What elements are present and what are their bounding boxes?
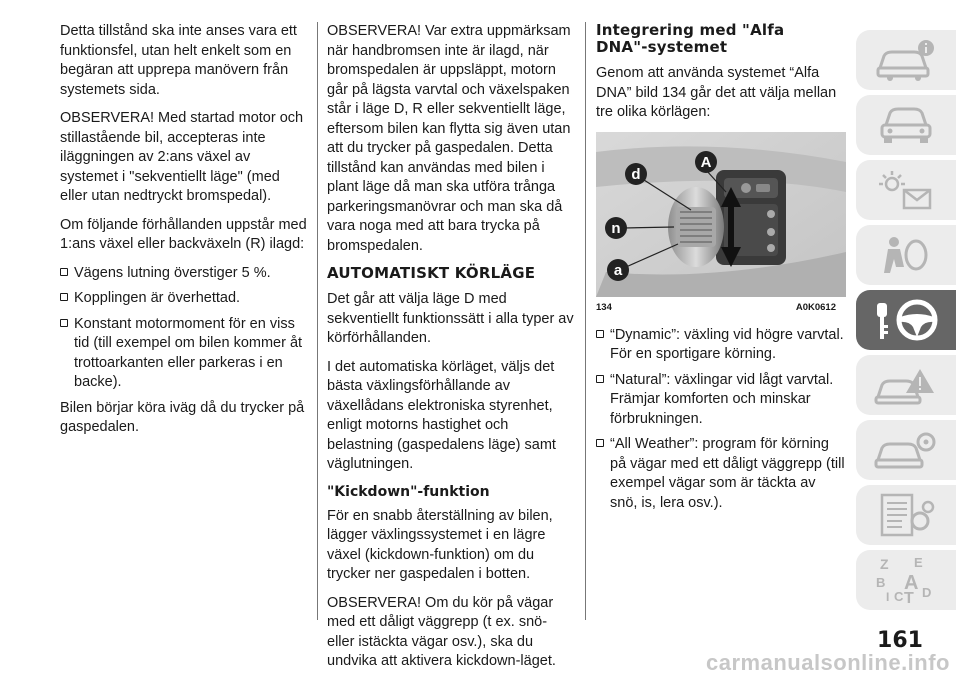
tab-airbag-safety[interactable] bbox=[856, 225, 956, 285]
watermark-footer: carmanualsonline.info bbox=[706, 650, 950, 675]
tab-car-accident[interactable] bbox=[856, 355, 956, 415]
index-letter: C bbox=[894, 589, 904, 604]
index-letter: B bbox=[876, 575, 886, 590]
index-letter: D bbox=[922, 585, 932, 600]
checkbox-bullet-icon bbox=[60, 319, 68, 327]
list-item: “Dynamic”: växling vid högre varvtal. För en sportigare körning. bbox=[596, 326, 846, 365]
paragraph: OBSERVERA! Var extra uppmärksam när handbromsen inte är ilagd, när bromspedalen är uppsläppt, motorn går på lägsta varvtal och växelspaken står i läge D, R eller sekventiellt läge, eftersom bilen kan flytta sig även utan att du trycker på gaspedalen. Detta tillstånd kan användas med bilen i plant läge då man ska utföra trånga parkeringsmanövrar och man ska då vara noga med att bara trycka på bromspedalen. bbox=[327, 23, 571, 254]
index-letter: A bbox=[904, 572, 919, 594]
tab-warning-lights[interactable] bbox=[856, 160, 956, 220]
list-item: “All Weather”: program för körning på vägar med ett dåligt väggrepp (till exempel vägar som är täckta av snö, is, lera osv.). bbox=[596, 435, 846, 513]
figure-caption-bar bbox=[596, 297, 846, 312]
airbag-safety-icon bbox=[874, 233, 938, 277]
section-heading: Integrering med "Alfa DNA"-systemet bbox=[596, 21, 785, 56]
tab-technical-data[interactable] bbox=[856, 485, 956, 545]
maintenance-car-icon bbox=[874, 428, 938, 472]
list-item: Vägens lutning överstiger 5 %. bbox=[60, 264, 308, 284]
gear-selector-photo bbox=[596, 132, 846, 297]
paragraph: Det går att välja läge D med sekventiellt funktionssätt i alla typer av körförhållanden. bbox=[327, 291, 574, 346]
callout-d-label: d bbox=[631, 165, 641, 183]
car-accident-icon bbox=[874, 363, 938, 407]
figure-code: A0K0612 bbox=[795, 301, 836, 313]
column-divider bbox=[585, 22, 586, 620]
index-letter: T bbox=[904, 590, 914, 605]
tab-key-steering-wheel[interactable] bbox=[856, 290, 956, 350]
car-info-icon bbox=[874, 38, 938, 82]
column-divider bbox=[317, 22, 318, 620]
checkbox-bullet-icon bbox=[60, 268, 68, 276]
car-front-icon bbox=[874, 103, 938, 147]
key-steering-wheel-icon bbox=[871, 295, 941, 345]
chapter-sidebar bbox=[856, 30, 956, 615]
checkbox-bullet-icon bbox=[596, 439, 604, 447]
paragraph: För en snabb återställning av bilen, lägger växlingssystemet i en lägre växel (kickdown-funktion) om du trycker ner gaspedalen i botten. bbox=[327, 507, 553, 582]
column-3 bbox=[596, 22, 846, 519]
column-2 bbox=[327, 22, 575, 681]
paragraph: OBSERVERA! Om du kör på vägar med ett dåligt väggrepp (t ex. snö- eller istäckta vägar osv.), ska du undvika att aktivera kickdown-läget. bbox=[327, 594, 556, 669]
list-item: Konstant motormoment för en viss tid (till exempel om bilen kommer åt trottoarkanten eller parkeras i en backe). bbox=[60, 315, 308, 393]
index-letter: E bbox=[914, 555, 923, 570]
paragraph: I det automatiska körläget, väljs det bästa växlingsförhållande av växellådans elektroniska styrenhet, enligt motorns hastighet och belastning (gaspedalens läge) samt väglutningen. bbox=[327, 358, 556, 472]
tab-car-front[interactable] bbox=[856, 95, 956, 155]
callout-n-label: n bbox=[611, 219, 621, 237]
list-item: “Natural”: växlingar vid lågt varvtal. Främjar komforten och minskar förbrukningen. bbox=[596, 371, 846, 430]
callout-a-upper-label: A bbox=[700, 153, 712, 171]
callout-a-lower-label: a bbox=[613, 261, 623, 279]
checkbox-bullet-icon bbox=[596, 330, 604, 338]
subsection-heading: "Kickdown"-funktion bbox=[327, 483, 490, 500]
page-number: 161 bbox=[877, 628, 923, 653]
paragraph: OBSERVERA! Med startad motor och stillastående bil, accepteras inte iläggningen av 2:ans växel av systemet i "sekventiellt läge" (med eller utan nedtryckt bromspedal). bbox=[60, 110, 304, 204]
section-heading: AUTOMATISKT KÖRLÄGE bbox=[327, 264, 536, 282]
warning-lights-icon bbox=[874, 168, 938, 212]
index-letter: Z bbox=[880, 556, 889, 572]
list-item: Kopplingen är överhettad. bbox=[60, 289, 308, 309]
paragraph: Detta tillstånd ska inte anses vara ett funktionsfel, utan helt enkelt som en begäran att upprepa manövern från systemets sida. bbox=[60, 23, 297, 98]
paragraph: Bilen börjar köra iväg då du trycker på gaspedalen. bbox=[60, 399, 305, 435]
column-1 bbox=[60, 22, 308, 447]
checkbox-bullet-icon bbox=[596, 375, 604, 383]
checkbox-bullet-icon bbox=[60, 293, 68, 301]
tab-car-info[interactable] bbox=[856, 30, 956, 90]
tab-maintenance-car[interactable] bbox=[856, 420, 956, 480]
figure-number: 134 bbox=[596, 301, 612, 313]
tab-alphabetical-index[interactable] bbox=[856, 550, 956, 610]
alphabetical-index-icon bbox=[874, 555, 938, 605]
index-letter: I bbox=[886, 590, 890, 604]
technical-data-icon bbox=[874, 493, 938, 537]
figure-gear-selector bbox=[596, 132, 846, 312]
paragraph: Om följande förhållanden uppstår med 1:ans växel eller backväxeln (R) ilagd: bbox=[60, 216, 307, 252]
paragraph: Genom att använda systemet “Alfa DNA” bild 134 går det att välja mellan tre olika körlägen: bbox=[596, 65, 837, 120]
